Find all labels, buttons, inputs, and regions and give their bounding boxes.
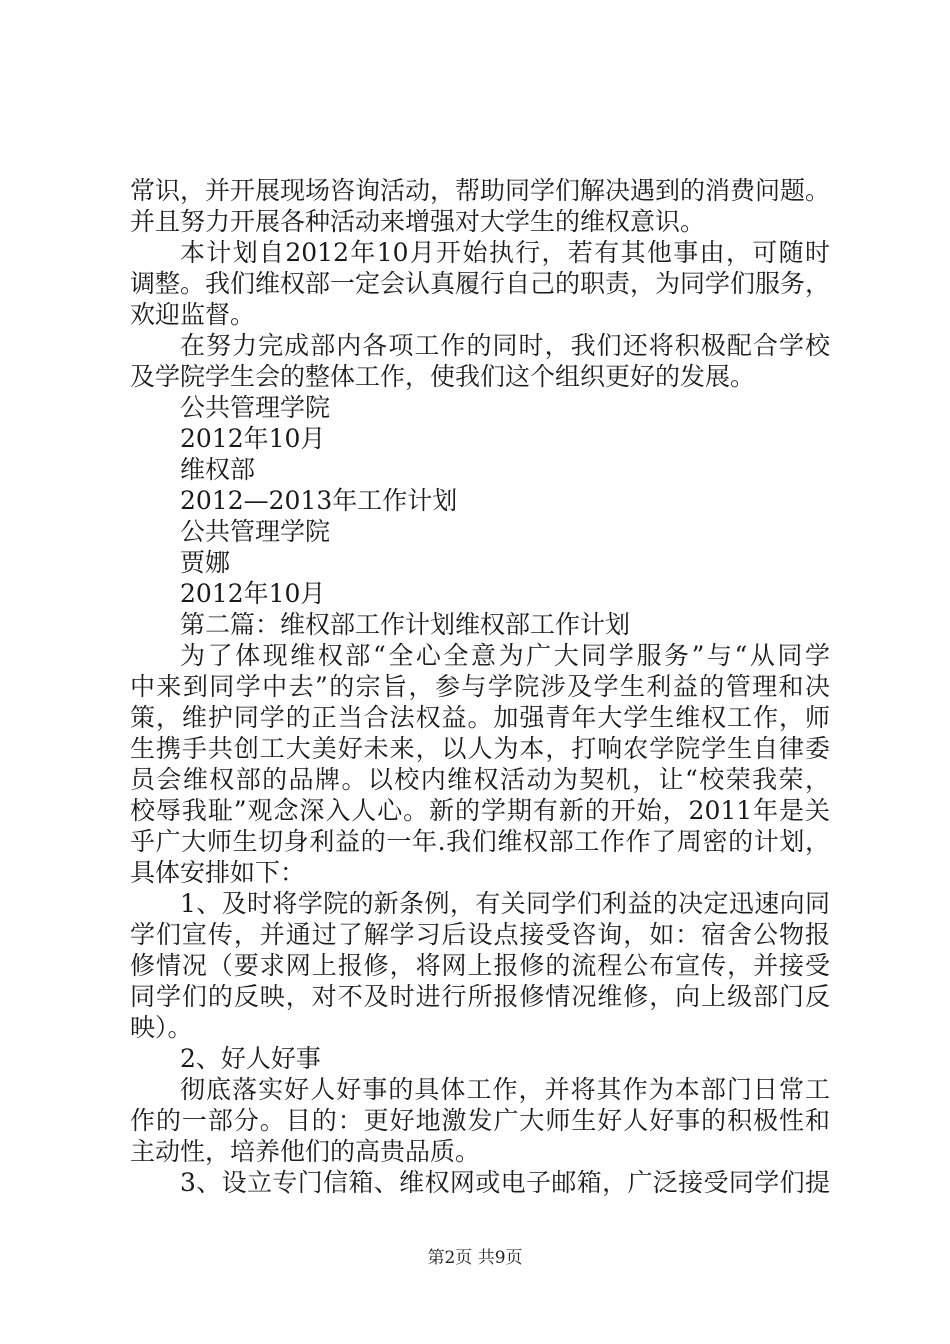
text-line: 具体安排如下：: [130, 858, 306, 887]
text-line: 2、好人好事: [180, 1044, 321, 1073]
text-line: 2012年10月: [180, 579, 326, 608]
text-line: 2012—2013年工作计划: [180, 486, 458, 515]
text-line: 彻底落实好人好事的具体工作，并将其作为本部门日常工: [180, 1075, 830, 1104]
text-line: 学们宣传，并通过了解学习后设点接受咨询，如：宿舍公物报: [130, 920, 830, 949]
text-line: 策，维护同学的正当合法权益。加强青年大学生维权工作，师: [130, 703, 830, 732]
text-line: 维权部: [180, 455, 256, 484]
text-line: 欢迎监督。: [130, 300, 256, 329]
text-line: 2012年10月: [180, 424, 326, 453]
page-footer: 第2页 共9页: [427, 1248, 523, 1268]
text-line: 作的一部分。目的：更好地激发广大师生好人好事的积极性和: [130, 1106, 830, 1135]
text-line: 并且努力开展各种活动来增强对大学生的维权意识。: [130, 207, 706, 236]
text-line: 为了体现维权部“全心全意为广大同学服务”与“从同学: [180, 641, 830, 670]
text-line: 员会维权部的品牌。以校内维权活动为契机，让“校荣我荣，: [130, 765, 830, 794]
text-line: 及学院学生会的整体工作，使我们这个组织更好的发展。: [130, 362, 756, 391]
text-line: 在努力完成部内各项工作的同时，我们还将积极配合学校: [180, 331, 830, 360]
text-line: 公共管理学院: [180, 517, 331, 546]
text-line: 映）。: [130, 1013, 193, 1042]
text-line: 校辱我耻”观念深入人心。新的学期有新的开始，2011年是关: [130, 796, 830, 825]
text-line: 公共管理学院: [180, 393, 331, 422]
text-line: 主动性，培养他们的高贵品质。: [130, 1137, 481, 1166]
text-line: 修情况（要求网上报修，将网上报修的流程公布宣传，并接受: [130, 951, 830, 980]
text-line: 本计划自2012年10月开始执行，若有其他事由，可随时: [180, 238, 830, 267]
text-line: 生携手共创工大美好未来，以人为本，打响农学院学生自律委: [130, 734, 830, 763]
text-line: 贾娜: [180, 548, 231, 577]
text-line: 3、设立专门信箱、维权网或电子邮箱，广泛接受同学们提: [180, 1168, 830, 1197]
text-line: 调整。我们维权部一定会认真履行自己的职责，为同学们服务，: [130, 269, 830, 298]
text-line: 1、及时将学院的新条例，有关同学们利益的决定迅速向同: [180, 889, 830, 918]
text-line: 中来到同学中去”的宗旨，参与学院涉及学生利益的管理和决: [130, 672, 830, 701]
text-line: 同学们的反映，对不及时进行所报修情况维修，向上级部门反: [130, 982, 830, 1011]
text-line: 常识，并开展现场咨询活动，帮助同学们解决遇到的消费问题。: [130, 176, 830, 205]
text-line: 乎广大师生切身利益的一年.我们维权部工作作了周密的计划，: [130, 827, 830, 856]
document-body: [130, 175, 830, 1198]
text-line: 第二篇：维权部工作计划维权部工作计划: [180, 610, 631, 639]
